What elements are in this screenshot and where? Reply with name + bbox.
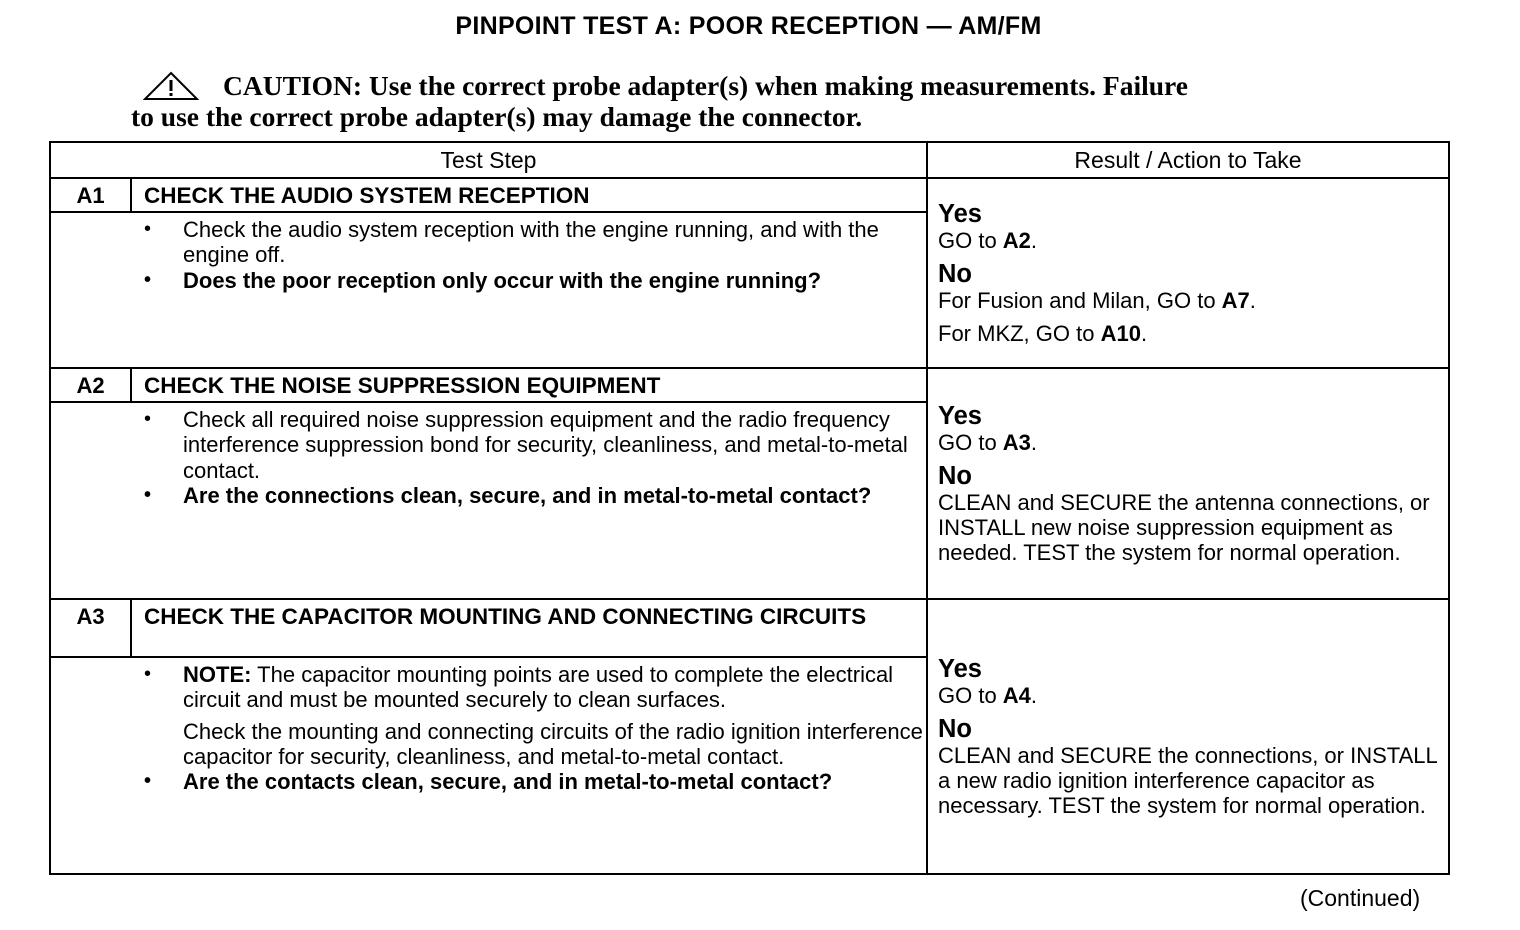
yes-label: Yes [938,654,982,683]
header-test-step: Test Step [50,142,927,178]
yes-label: Yes [938,199,982,228]
header-result-action: Result / Action to Take [927,142,1449,178]
step-a1-title-row [50,178,1449,212]
list-item-question: • Does the poor reception only occur with the engine running? [183,268,926,293]
yes-action: GO to A3. [938,429,1038,455]
yes-action: GO to A2. [938,227,1038,253]
step-description [50,212,927,368]
no-action: CLEAN and SECURE the connections, or INSTALL a new radio ignition interference capacitor as necessary. TEST the system for normal operation. [938,742,1437,818]
list-item-note: • NOTE: The capacitor mounting points are used to complete the electrical circuit and must be mounted securely to clean surfaces. [183,662,926,713]
list-item-question: • Are the connections clean, secure, and in metal-to-metal contact? [183,483,926,508]
table-header-row [50,142,1449,178]
step-description [50,657,927,874]
result-cell-a1 [927,178,1449,368]
step-id: A2 [50,368,131,402]
step-title: CHECK THE AUDIO SYSTEM RECEPTION [131,178,927,212]
continued-label: (Continued) [1300,885,1421,911]
step-id: A1 [50,178,131,212]
no-label: No [938,461,972,490]
caution-line-2: to use the correct probe adapter(s) may damage the connector. [131,101,863,132]
list-item-question: • Are the contacts clean, secure, and in metal-to-metal contact? [183,769,926,794]
step-description [50,402,927,599]
step-title: CHECK THE NOISE SUPPRESSION EQUIPMENT [131,368,927,402]
no-action-alt: For MKZ, GO to A10. [938,320,1148,346]
list-item: Check the mounting and connecting circuits of the radio ignition interference capacitor for security, cleanliness, and metal-to-metal contact. [183,718,923,769]
step-title: CHECK THE CAPACITOR MOUNTING AND CONNECTING CIRCUITS [131,599,927,657]
warning-triangle-icon [143,71,199,101]
step-id: A3 [50,599,131,657]
no-label: No [938,259,972,288]
no-action: For Fusion and Milan, GO to A7. [938,287,1256,313]
result-cell-a2 [927,368,1449,599]
no-label: No [938,714,972,743]
caution-line-1: CAUTION: Use the correct probe adapter(s) when making measurements. Failure [223,70,1188,101]
page-title: PINPOINT TEST A: POOR RECEPTION — AM/FM [455,12,1042,40]
caution-notice [131,70,1351,132]
yes-label: Yes [938,401,982,430]
list-item: • Check the audio system reception with the engine running, and with the engine off. [183,217,926,268]
yes-action: GO to A4. [938,682,1038,708]
step-a3-title-row [50,599,1449,657]
list-item: • Check all required noise suppression equipment and the radio frequency interference suppression bond for security, cleanliness, and metal-to-metal contact. [183,407,926,483]
no-action: CLEAN and SECURE the antenna connections, or INSTALL new noise suppression equipment as needed. TEST the system for normal operation. [938,489,1430,565]
pinpoint-test-table [49,141,1450,875]
result-cell-a3 [927,599,1449,874]
step-a2-title-row [50,368,1449,402]
